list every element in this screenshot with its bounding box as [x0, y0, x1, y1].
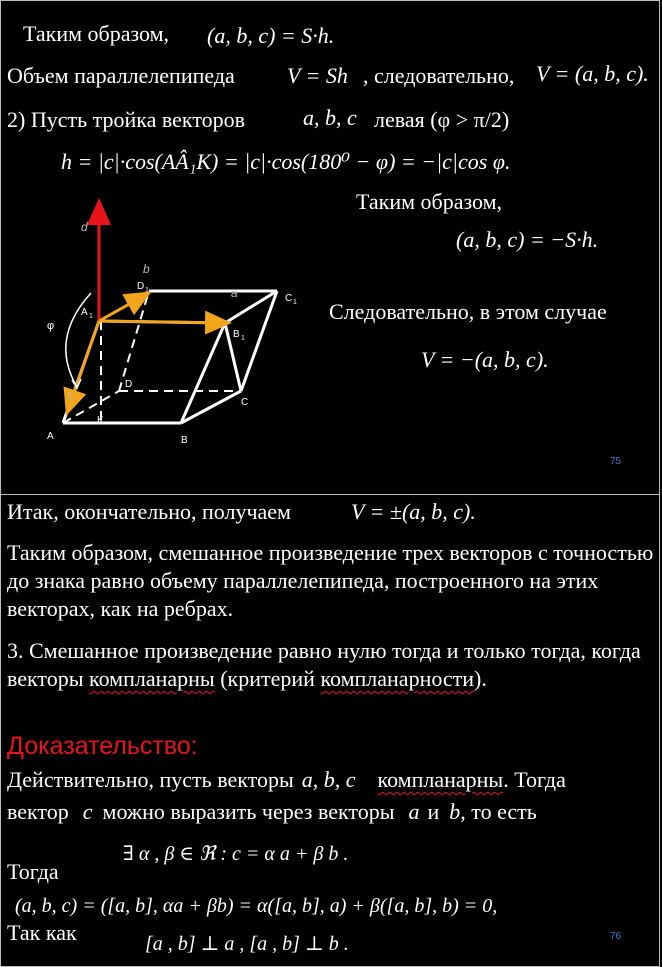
vector-a-arrow — [99, 321, 229, 323]
label-K: K — [97, 415, 104, 426]
svg-text:A: A — [81, 307, 88, 318]
proof-heading: Доказательство: — [7, 732, 198, 760]
svg-text:1: 1 — [241, 335, 245, 342]
label-D1 — [137, 281, 149, 294]
tak-kak-text: Так как — [7, 920, 77, 945]
formula-mixed-product-sh: (a, b, c) = S·h. — [207, 23, 335, 48]
right-text-2: Следовательно, в этом случае — [329, 299, 607, 324]
vectors-abc-2: a, b, c — [301, 767, 356, 792]
volume-text: Объем параллелепипеда — [7, 63, 235, 88]
svg-text:1: 1 — [89, 313, 93, 320]
svg-text:D: D — [137, 281, 145, 292]
left-condition: левая (φ > π/2) — [374, 107, 510, 132]
page-number-76: 76 — [610, 931, 622, 942]
label-A: A — [47, 431, 54, 442]
svg-text:B: B — [233, 329, 240, 340]
formula-perp: [a , b] ⊥ a , [a , b] ⊥ b . — [145, 933, 349, 955]
intro-text: Таким образом, — [23, 21, 170, 46]
label-vector-b: b — [143, 262, 150, 276]
paragraph-criterion: 3. Смешанное произведение равно нулю тогда и только тогда, когда векторы компланарны (критерий компланарности). — [7, 638, 641, 691]
label-phi: φ — [47, 320, 55, 332]
right-text-1: Таким образом, — [356, 189, 503, 214]
final-text: Итак, окончательно, получаем — [7, 499, 291, 524]
label-vector-d: d — [81, 220, 88, 234]
label-vector-a: a — [231, 286, 238, 300]
formula-v-pm: V = ±(a, b, c). — [351, 499, 476, 524]
left-triple-text: 2) Пусть тройка векторов — [7, 107, 246, 132]
page-number-75: 75 — [610, 456, 622, 467]
label-C1 — [285, 293, 297, 306]
proof-line-1: Действительно, пусть векторы a, b, c компланарны. Тогда — [7, 767, 566, 792]
formula-exists: ∃ α , β ∈ ℜ : c = α a + β b . — [123, 843, 349, 865]
paragraph-volume: Таким образом, смешанное произведение трех векторов с точностью до знака равно объему параллелепипеда, построенного на этих векторах, как на ребрах. — [7, 540, 654, 621]
formula-v-equals: V = (a, b, c). — [536, 61, 649, 86]
formula-v-minus: V = −(a, b, c). — [421, 347, 549, 372]
hidden-edges — [63, 291, 241, 423]
formula-long: (a, b, c) = ([a, b], αa + βb) = α([a, b], a) + β([a, b], b) = 0, — [15, 895, 498, 917]
label-D: D — [125, 379, 133, 390]
word-coplanar: компланарны — [89, 666, 215, 691]
label-C: C — [241, 397, 249, 408]
svg-text:C: C — [285, 293, 293, 304]
slide-76 — [0, 494, 660, 967]
label-A1 — [81, 307, 93, 320]
togda-text: Тогда — [7, 859, 59, 884]
proof-line-2: вектор c можно выразить через векторы a и b, то есть — [7, 799, 537, 824]
formula-minus-sh: (a, b, c) = −S·h. — [456, 227, 599, 252]
vectors-abc: a, b, c — [303, 105, 357, 130]
word-coplanar-2: компланарны — [377, 767, 504, 792]
parallelepiped-figure — [1, 191, 321, 471]
label-B: B — [181, 435, 188, 446]
therefore-text: , следовательно, — [363, 63, 515, 88]
formula-h: h = |c|·cos(AÂ₁K) = |c|·cos(180⁰ − φ) = −|c|cos φ. — [61, 149, 511, 174]
svg-text:1: 1 — [145, 287, 149, 294]
word-coplanarity: компланарности — [320, 666, 475, 691]
label-B1 — [233, 329, 245, 342]
label-vector-c: c — [67, 388, 73, 402]
formula-v-sh: V = Sh — [287, 63, 348, 88]
svg-text:1: 1 — [293, 299, 297, 306]
